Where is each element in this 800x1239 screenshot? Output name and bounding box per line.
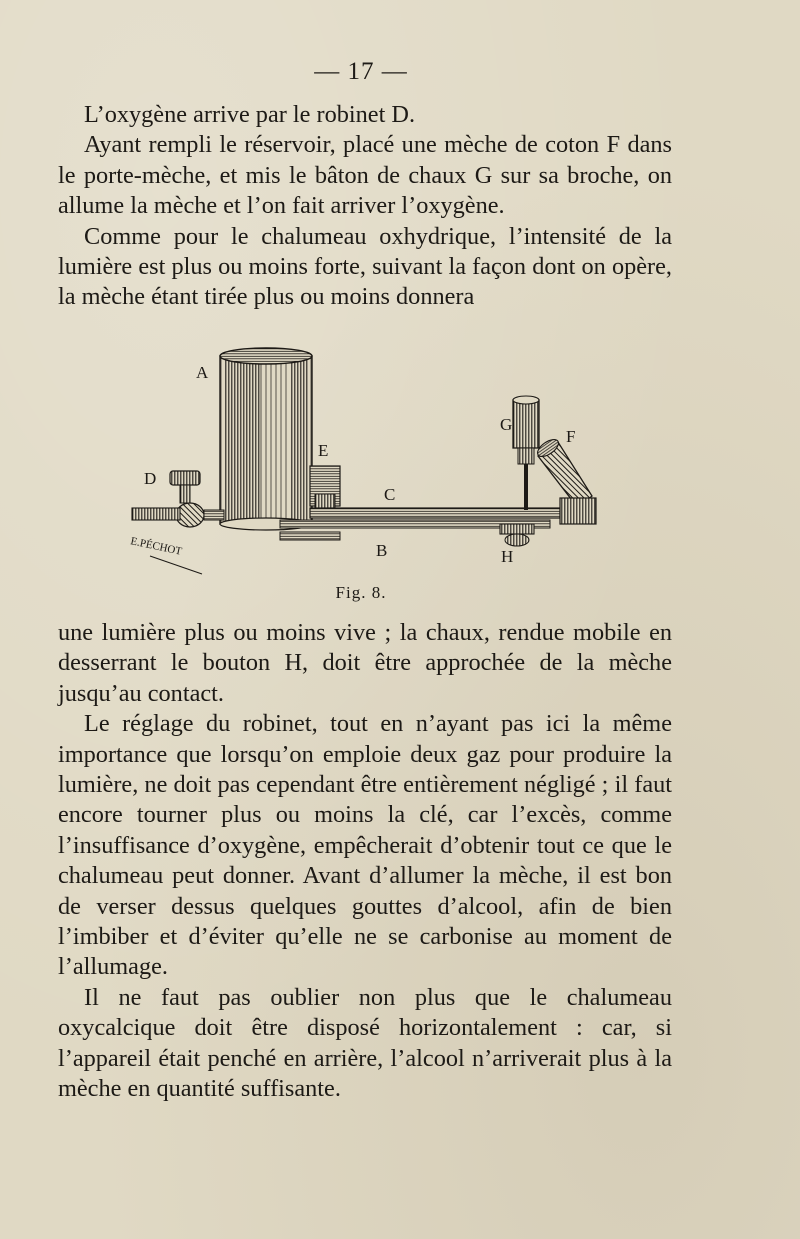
figure-illustration — [120, 338, 620, 580]
reservoir-cylinder — [220, 348, 312, 530]
label-b: B — [376, 541, 388, 560]
lime-stick-g — [513, 396, 539, 510]
label-f: F — [566, 427, 576, 446]
paragraph: Comme pour le chalumeau oxhydrique, l’intensité de la lumière est plus ou moins forte, suivant la façon dont on opère, la mèche étant tirée plus ou moins donnera — [58, 222, 672, 311]
figure-caption: Fig. 8. — [335, 583, 387, 602]
paragraph: une lumière plus ou moins vive ; la chaux, rendue mobile en desserrant le bouton H, doit être approchée de la mèche jusqu’au contact. — [58, 619, 672, 707]
page-number: — 17 — — [314, 58, 408, 85]
knob-h — [500, 524, 534, 546]
label-a: A — [196, 363, 209, 382]
label-g: G — [500, 415, 513, 434]
paragraph: Ayant rempli le réservoir, placé une mèche de coton F dans le porte-mèche, et mis le bâton de chaux G sur sa broche, on allume la mèche et l’on fait arriver l’oxygène. — [58, 131, 672, 220]
label-c: C — [384, 485, 396, 504]
label-e: E — [318, 441, 329, 460]
label-h: H — [501, 547, 514, 566]
text-block-bottom — [58, 618, 672, 1105]
apparatus-engraving — [120, 338, 620, 580]
engraver-signature: E.PÉCHOT — [129, 535, 183, 558]
text-block-top — [58, 100, 672, 313]
paragraph: Il ne faut pas oublier non plus que le chalumeau oxycalcique doit être disposé horizontalement : car, si l’appareil était penché en arrière, l’alcool n’arriverait plus à la mèche en quantité suffisante. — [58, 983, 672, 1103]
paragraph: Le réglage du robinet, tout en n’ayant pas ici la même importance que lorsqu’on emploie deux gaz pour produire la lumière, ne doit pas cependant être entièrement négligé ; il faut encore tourner plus ou moins la clé, car l’excès, comme l’insuffisance d’oxygène, empêcherait d’obtenir tout ce que le chalumeau peut donner. Avant d’allumer la mèche, il est bon de verser dessus quelques gouttes d’alcool, afin de bien l’imbiber et d’éviter qu’elle ne se carbonise au moment de l’allumage. — [58, 710, 672, 981]
paragraph: L’oxygène arrive par le robinet D. — [84, 101, 416, 128]
signature-underline — [150, 556, 202, 574]
label-d: D — [144, 469, 157, 488]
